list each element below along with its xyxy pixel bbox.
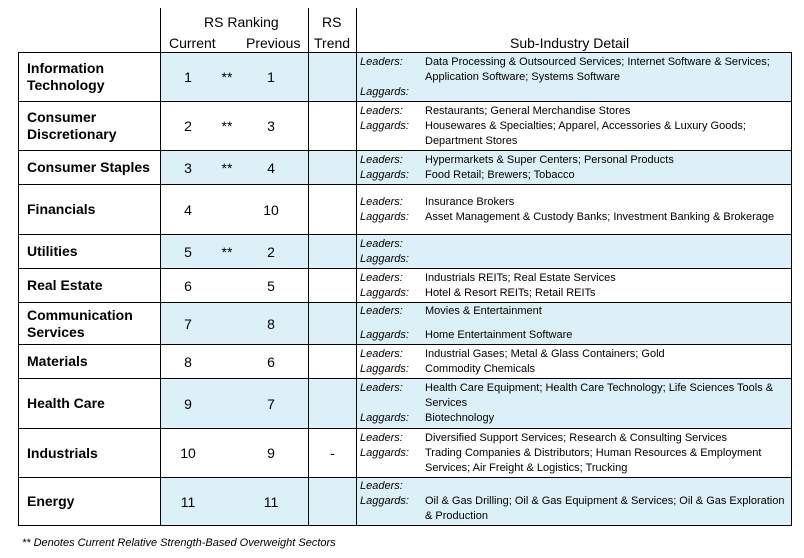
current-heading: Current (169, 35, 216, 51)
overweight-marker: ** (221, 118, 233, 134)
rs-trend (308, 185, 356, 234)
rs-trend: - (308, 429, 356, 477)
rs-trend (308, 345, 356, 378)
rs-trend (308, 151, 356, 184)
laggards-label: Laggards: (360, 412, 409, 424)
leaders-text: Industrials REITs; Real Estate Services (425, 271, 616, 284)
leaders-text: Diversified Support Services; Research & Consulting Services (425, 431, 728, 444)
table-row (18, 101, 792, 150)
leaders-label: Leaders: (360, 271, 403, 284)
leaders-text: Movies & Entertainment (425, 305, 542, 317)
leaders-label: Leaders: (360, 431, 403, 444)
rs-heading: RS (322, 14, 342, 30)
leaders-label: Leaders: (360, 153, 403, 166)
laggards-label: Laggards: (360, 119, 409, 132)
laggards-label: Laggards: (360, 252, 409, 265)
table-row (18, 268, 792, 302)
current-rank: 10 (180, 445, 196, 461)
sub-industry-heading: Sub-Industry Detail (510, 35, 630, 51)
overweight-marker: ** (221, 69, 233, 85)
laggards-label: Laggards: (360, 329, 409, 341)
current-rank: 4 (184, 201, 192, 218)
leaders-text: Restaurants; General Merchandise Stores (425, 104, 631, 117)
sector-name: Utilities (18, 235, 160, 268)
leaders-label: Leaders: (360, 237, 403, 250)
previous-rank: 7 (267, 395, 275, 412)
sector-name: Communication Services (18, 303, 160, 344)
rs-trend (308, 269, 356, 302)
leaders-label: Leaders: (360, 195, 403, 208)
overweight-marker: ** (221, 159, 233, 176)
previous-rank: 11 (263, 493, 279, 510)
sector-name: Energy (18, 478, 160, 525)
current-rank: 3 (184, 159, 192, 176)
leaders-label: Leaders: (360, 305, 403, 317)
table-row (18, 428, 792, 477)
previous-rank: 9 (267, 445, 275, 461)
rs-trend (308, 53, 356, 101)
leaders-text (425, 479, 791, 494)
table-row (18, 150, 792, 184)
rs-trend (308, 235, 356, 268)
previous-rank: 6 (267, 353, 275, 370)
leaders-label: Leaders: (360, 480, 403, 492)
rs-trend (308, 478, 356, 525)
rs-trend (308, 303, 356, 344)
sector-ranking-table (18, 8, 792, 526)
sector-name: Health Care (18, 379, 160, 428)
laggards-label: Laggards: (360, 495, 409, 507)
current-rank: 8 (184, 353, 192, 370)
current-rank: 7 (184, 315, 192, 332)
trend-heading: Trend (314, 35, 351, 51)
leaders-label: Leaders: (360, 55, 403, 68)
table-row (18, 52, 792, 101)
laggards-label: Laggards: (360, 286, 409, 299)
laggards-text: Commodity Chemicals (425, 362, 536, 375)
table-row (18, 302, 792, 344)
current-rank: 2 (184, 118, 192, 134)
previous-rank: 1 (267, 69, 275, 85)
leaders-text: Health Care Equipment; Health Care Technology; Life Sciences Tools & Services (425, 382, 774, 409)
previous-rank: 5 (267, 277, 275, 294)
table-row (18, 184, 792, 234)
laggards-text: Food Retail; Brewers; Tobacco (425, 168, 575, 181)
sector-name: Industrials (18, 429, 160, 477)
leaders-text (425, 237, 791, 252)
leaders-label: Leaders: (360, 347, 403, 360)
footnote: ** Denotes Current Relative Strength-Based Overweight Sectors (22, 537, 336, 549)
laggards-text: Housewares & Specialties; Apparel, Accessories & Luxury Goods; Department Stores (425, 119, 746, 147)
current-rank: 11 (180, 493, 196, 510)
laggards-label: Laggards: (360, 168, 409, 181)
sector-name: Financials (18, 185, 160, 234)
rs-trend (308, 379, 356, 428)
laggards-text: Oil & Gas Drilling; Oil & Gas Equipment & Services; Oil & Gas Exploration & Production (425, 495, 785, 522)
sector-name: Real Estate (18, 269, 160, 302)
overweight-marker: ** (221, 243, 233, 260)
table-row (18, 234, 792, 268)
previous-rank: 8 (267, 315, 275, 332)
leaders-label: Leaders: (360, 382, 403, 394)
current-rank: 5 (184, 243, 192, 260)
table-row (18, 344, 792, 378)
sector-name: Consumer Discretionary (18, 102, 160, 150)
previous-rank: 4 (267, 159, 275, 176)
leaders-text: Hypermarkets & Super Centers; Personal Products (425, 153, 674, 166)
current-rank: 1 (184, 69, 192, 85)
sector-name: Materials (18, 345, 160, 378)
sector-name: Information Technology (18, 53, 160, 101)
table-header (18, 8, 792, 52)
laggards-text: Biotechnology (425, 412, 495, 424)
leaders-label: Leaders: (360, 104, 403, 117)
laggards-text: Trading Companies & Distributors; Human Resources & Employment Services; Air Freight & Logistics; Trucking (425, 446, 762, 474)
leaders-text: Insurance Brokers (425, 195, 515, 208)
current-rank: 6 (184, 277, 192, 294)
laggards-text: Hotel & Resort REITs; Retail REITs (425, 286, 596, 299)
laggards-label: Laggards: (360, 85, 409, 98)
laggards-label: Laggards: (360, 446, 409, 459)
laggards-label: Laggards: (360, 210, 409, 223)
sector-name: Consumer Staples (18, 151, 160, 184)
laggards-label: Laggards: (360, 362, 409, 375)
leaders-text: Data Processing & Outsourced Services; Internet Software & Services; Application Software; Systems Software (425, 55, 770, 83)
rs-trend (308, 102, 356, 150)
leaders-text: Industrial Gases; Metal & Glass Containers; Gold (425, 347, 665, 360)
previous-rank: 2 (267, 243, 275, 260)
laggards-text (425, 252, 791, 267)
rs-ranking-heading: RS Ranking (204, 14, 279, 30)
laggards-text: Home Entertainment Software (425, 329, 573, 341)
previous-rank: 10 (263, 201, 279, 218)
laggards-text (425, 85, 791, 100)
table-row (18, 477, 792, 526)
current-rank: 9 (184, 395, 192, 412)
table-row (18, 378, 792, 428)
previous-rank: 3 (267, 118, 275, 134)
laggards-text: Asset Management & Custody Banks; Investment Banking & Brokerage (425, 210, 775, 223)
previous-heading: Previous (246, 35, 301, 51)
